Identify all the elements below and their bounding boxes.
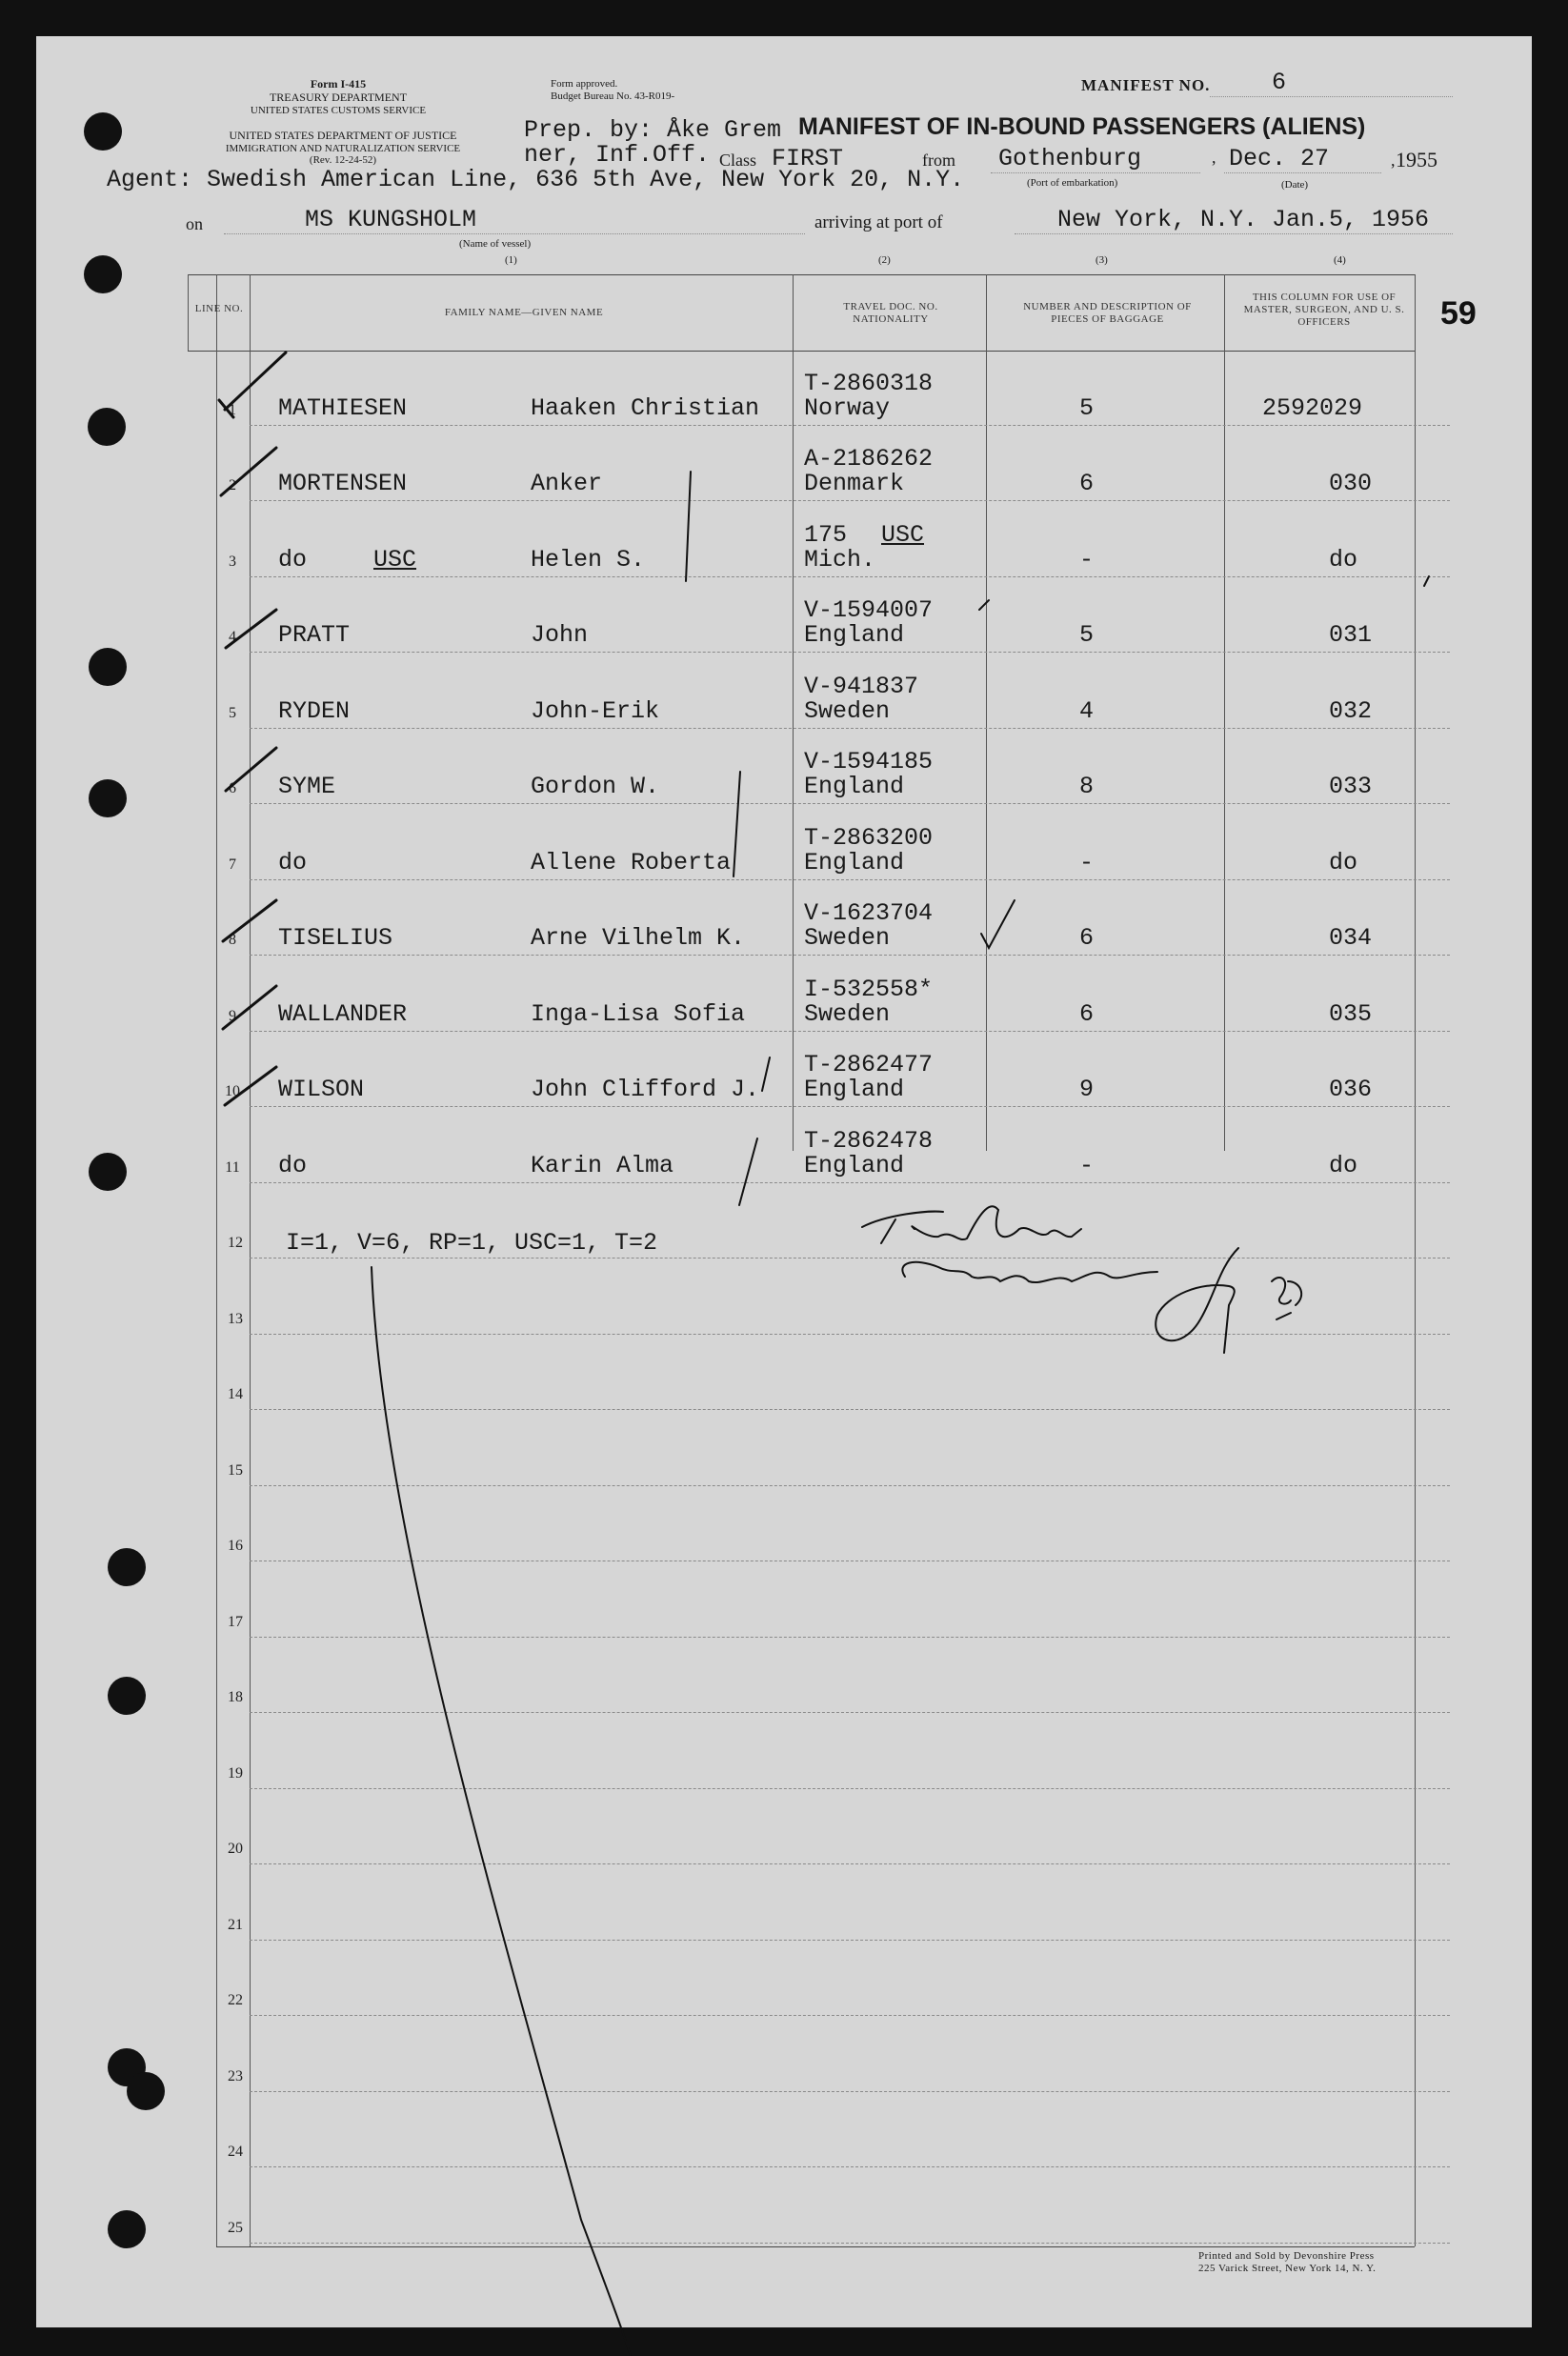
baggage-count: - (1079, 849, 1095, 876)
printer-line-2: 225 Varick Street, New York 14, N. Y. (1198, 2263, 1377, 2274)
officer-entry: 035 (1329, 1000, 1373, 1028)
given-name: Arne Vilhelm K. (531, 924, 746, 952)
arrival-port-date: New York, N.Y. Jan.5, 1956 (1057, 206, 1430, 233)
nationality: Mich. (804, 546, 876, 574)
given-name: John (531, 621, 589, 649)
line-number: 12 (228, 1235, 243, 1251)
family-name: do (278, 546, 308, 574)
officer-entry: do (1329, 849, 1358, 876)
given-name: Helen S. (531, 546, 646, 574)
family-name: TISELIUS (278, 924, 393, 952)
treasury-dept: TREASURY DEPARTMENT (269, 91, 408, 104)
nationality: Denmark (804, 470, 905, 497)
vessel-name: MS KUNGSHOLM (305, 206, 477, 233)
travel-doc-number: T-2860318 (804, 370, 934, 397)
line-number: 24 (228, 2144, 243, 2160)
nationality: England (804, 1152, 905, 1179)
col-number-4: (4) (1334, 254, 1346, 266)
line-number: 8 (229, 932, 236, 948)
customs-service: UNITED STATES CUSTOMS SERVICE (250, 105, 427, 116)
travel-doc-number: V-1594007 (804, 596, 934, 624)
line-number: 5 (229, 705, 236, 721)
col-header-doc: TRAVEL DOC. NO. NATIONALITY (843, 301, 938, 325)
baggage-count: - (1079, 546, 1095, 574)
date-caption: (Date) (1281, 179, 1309, 191)
officer-entry: 034 (1329, 924, 1373, 952)
doc-usc-marker: USC (881, 521, 925, 549)
baggage-count: 5 (1079, 394, 1095, 422)
travel-doc-number: T-2863200 (804, 824, 934, 852)
line-number: 7 (229, 856, 236, 873)
travel-doc-number: I-532558* (804, 976, 934, 1003)
baggage-count: 6 (1079, 1000, 1095, 1028)
col-header-officers: THIS COLUMN FOR USE OF MASTER, SURGEON, AND U. S. OFFICERS (1243, 292, 1405, 328)
family-name: MATHIESEN (278, 394, 408, 422)
embark-date: Dec. 27 (1229, 145, 1330, 172)
line-number: 25 (228, 2220, 243, 2236)
port-of-embarkation: Gothenburg (998, 145, 1142, 172)
col-header-name: FAMILY NAME—GIVEN NAME (444, 307, 604, 318)
agent: Agent: Swedish American Line, 636 5th Ave, New York 20, N.Y. (107, 166, 965, 193)
line-number: 1 (229, 402, 236, 418)
nationality: Norway (804, 394, 891, 422)
line-number: 3 (229, 554, 236, 570)
family-name: WALLANDER (278, 1000, 408, 1028)
family-name: do (278, 1152, 308, 1179)
given-name: Haaken Christian (531, 394, 760, 422)
port-caption: (Port of embarkation) (1027, 177, 1118, 189)
line-number: 17 (228, 1614, 243, 1630)
travel-doc-number: V-1623704 (804, 899, 934, 927)
travel-doc-number: T-2862478 (804, 1127, 934, 1155)
prepared-by-line1: Prep. by: Åke Grem (524, 116, 782, 144)
col-header-baggage: NUMBER AND DESCRIPTION OF PIECES OF BAGGAGE (1023, 301, 1192, 325)
summary-line: I=1, V=6, RP=1, USC=1, T=2 (286, 1229, 658, 1257)
travel-doc-number: V-941837 (804, 673, 919, 700)
line-number: 13 (228, 1311, 243, 1327)
given-name: Anker (531, 470, 603, 497)
officer-entry: 033 (1329, 773, 1373, 800)
vessel-caption: (Name of vessel) (459, 238, 532, 250)
travel-doc-number: A-2186262 (804, 445, 934, 473)
form-number: Form I-415 (310, 77, 367, 91)
col-number-3: (3) (1096, 254, 1108, 266)
class-label: Class (719, 151, 757, 170)
baggage-count: 6 (1079, 924, 1095, 952)
page-number: 59 (1440, 295, 1477, 332)
officer-entry: 036 (1329, 1076, 1373, 1103)
justice-dept: UNITED STATES DEPARTMENT OF JUSTICE (229, 129, 457, 142)
line-number: 22 (228, 1992, 243, 2008)
line-number: 2 (229, 477, 236, 493)
printer-line-1: Printed and Sold by Devonshire Press (1198, 2250, 1375, 2262)
line-number: 21 (228, 1917, 243, 1933)
usc-marker: USC (373, 546, 417, 574)
given-name: Allene Roberta (531, 849, 732, 876)
officer-entry: do (1329, 1152, 1358, 1179)
class-value: FIRST (772, 145, 844, 172)
manifest-no-label: MANIFEST NO. (1081, 76, 1211, 94)
baggage-count: 8 (1079, 773, 1095, 800)
baggage-count: 6 (1079, 470, 1095, 497)
ins-service: IMMIGRATION AND NATURALIZATION SERVICE (225, 143, 461, 154)
col-number-2: (2) (878, 254, 891, 266)
from-label: from (922, 151, 955, 170)
col-number-1: (1) (505, 254, 517, 266)
baggage-count: 5 (1079, 621, 1095, 649)
line-number: 10 (225, 1083, 240, 1099)
family-name: PRATT (278, 621, 351, 649)
line-number: 18 (228, 1689, 243, 1705)
line-number: 15 (228, 1462, 243, 1479)
officer-entry: 031 (1329, 621, 1373, 649)
baggage-count: - (1079, 1152, 1095, 1179)
baggage-count: 4 (1079, 697, 1095, 725)
nationality: England (804, 1076, 905, 1103)
family-name: SYME (278, 773, 336, 800)
line-number: 6 (229, 780, 236, 796)
family-name: do (278, 849, 308, 876)
family-name: WILSON (278, 1076, 365, 1103)
nationality: Sweden (804, 697, 891, 725)
arriving-label: arriving at port of (814, 212, 943, 232)
officer-entry: 032 (1329, 697, 1373, 725)
given-name: Gordon W. (531, 773, 660, 800)
form-approved: Form approved. (551, 78, 618, 90)
given-name: Inga-Lisa Sofia (531, 1000, 746, 1028)
line-number: 9 (229, 1008, 236, 1024)
nationality: Sweden (804, 924, 891, 952)
nationality: England (804, 621, 905, 649)
line-number: 20 (228, 1841, 243, 1857)
given-name: Karin Alma (531, 1152, 674, 1179)
travel-doc-number: T-2862477 (804, 1051, 934, 1078)
officer-entry: 030 (1329, 470, 1373, 497)
family-name: RYDEN (278, 697, 351, 725)
given-name: John Clifford J. (531, 1076, 760, 1103)
manifest-no: 6 (1272, 69, 1287, 96)
embark-year: 1955 (1396, 148, 1437, 171)
line-number: 23 (228, 2068, 243, 2084)
line-number: 16 (228, 1538, 243, 1554)
family-name: MORTENSEN (278, 470, 408, 497)
line-number: 14 (228, 1386, 243, 1402)
revision: (Rev. 12-24-52) (309, 154, 377, 166)
nationality: England (804, 849, 905, 876)
line-number: 4 (229, 629, 236, 645)
on-label: on (186, 214, 203, 233)
officer-entry: 2592029 (1262, 394, 1363, 422)
budget-bureau: Budget Bureau No. 43-R019- (551, 91, 675, 102)
travel-doc-number: 175 (804, 521, 848, 549)
officer-entry: do (1329, 546, 1358, 574)
baggage-count: 9 (1079, 1076, 1095, 1103)
nationality: Sweden (804, 1000, 891, 1028)
line-number: 19 (228, 1765, 243, 1782)
travel-doc-number: V-1594185 (804, 748, 934, 775)
col-header-line: LINE NO. (194, 303, 244, 314)
line-number: 11 (225, 1159, 240, 1176)
nationality: England (804, 773, 905, 800)
given-name: John-Erik (531, 697, 660, 725)
manifest-title: MANIFEST OF IN-BOUND PASSENGERS (ALIENS) (798, 113, 1366, 140)
prepared-by-line2: ner, Inf.Off. (524, 141, 711, 169)
